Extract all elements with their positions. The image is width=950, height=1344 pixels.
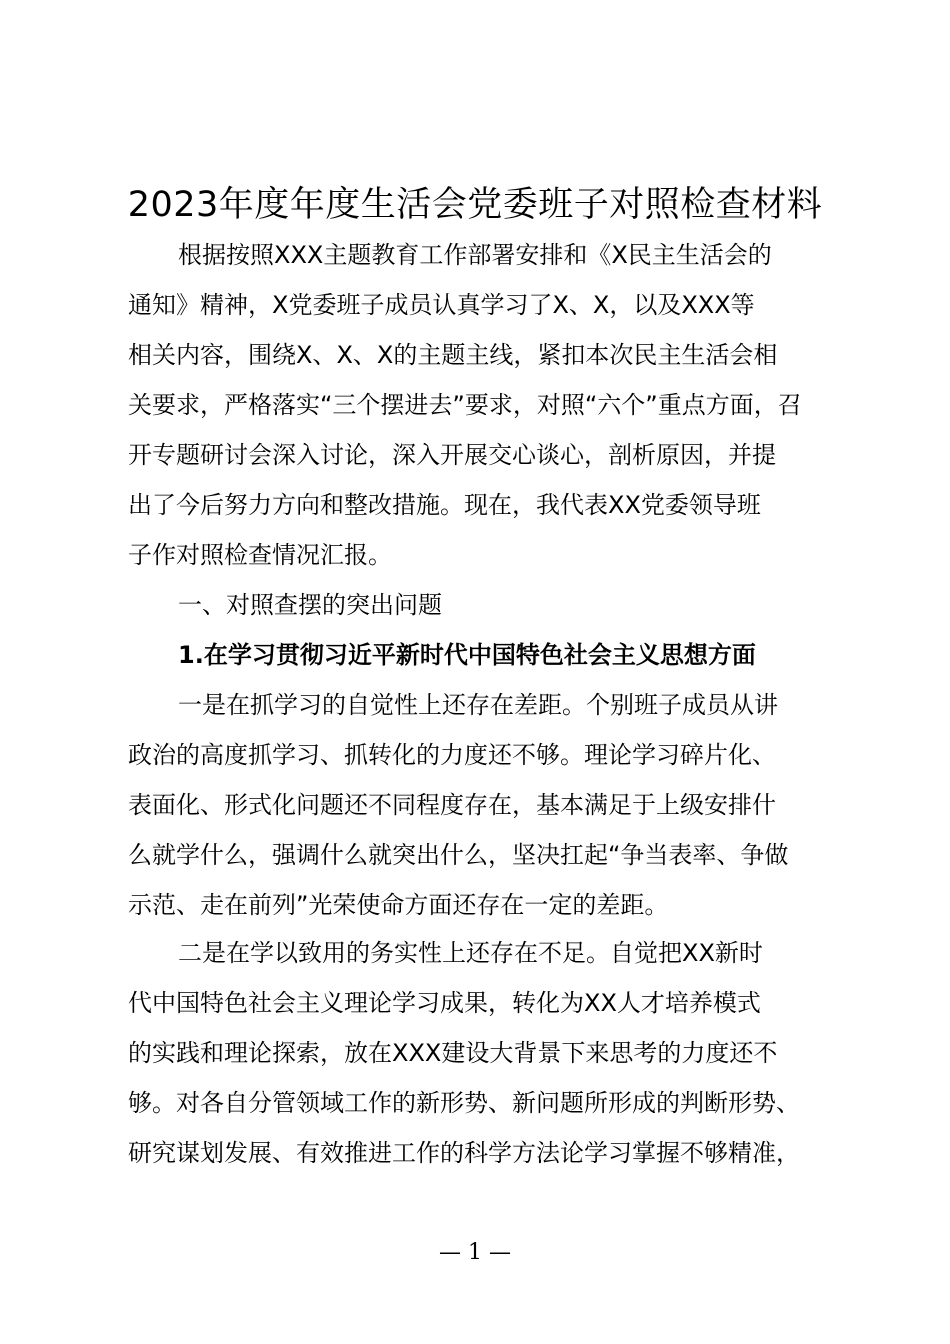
paragraph-line: 的实践和理论探索，放在XXX建设大背景下来思考的力度还不 <box>128 1039 778 1067</box>
paragraph-one <box>128 680 838 930</box>
paragraph-line: 关要求，严格落实“三个摆进去”要求，对照“六个”重点方面，召 <box>128 391 802 419</box>
subsection-heading: 1.在学习贯彻习近平新时代中国特色社会主义思想方面 <box>178 641 756 669</box>
paragraph-two <box>128 928 838 1178</box>
paragraph-line: 通知》精神，X党委班子成员认真学习了X、X，以及XXX等 <box>128 291 755 319</box>
paragraph-line: 根据按照XXX主题教育工作部署安排和《X民主生活会的 <box>178 241 772 269</box>
page-number: — 1 — <box>439 1240 511 1265</box>
paragraph-line: 够。对各自分管领域工作的新形势、新问题所形成的判断形势、 <box>128 1089 800 1117</box>
paragraph-line: 研究谋划发展、有效推进工作的科学方法论学习掌握不够精准， <box>128 1139 800 1167</box>
intro-paragraph <box>128 230 838 580</box>
paragraph-line: 出了今后努力方向和整改措施。现在，我代表XX党委领导班 <box>128 491 761 519</box>
paragraph-line: 政治的高度抓学习、抓转化的力度还不够。理论学习碎片化、 <box>128 741 776 769</box>
section-heading: 一、对照查摆的突出问题 <box>178 591 442 619</box>
paragraph-line: 表面化、形式化问题还不同程度存在，基本满足于上级安排什 <box>128 791 776 819</box>
paragraph-line: 开专题研讨会深入讨论，深入开展交心谈心，剖析原因，并提 <box>128 441 776 469</box>
paragraph-line: 示范、走在前列”光荣使命方面还存在一定的差距。 <box>128 891 669 919</box>
section-heading-block <box>128 580 838 680</box>
paragraph-line: 子作对照检查情况汇报。 <box>128 541 392 569</box>
paragraph-line: 一是在抓学习的自觉性上还存在差距。个别班子成员从讲 <box>178 691 778 719</box>
paragraph-line: 相关内容，围绕X、X、X的主题主线，紧扣本次民主生活会相 <box>128 341 778 369</box>
paragraph-line: 代中国特色社会主义理论学习成果，转化为XX人才培养模式 <box>128 989 761 1017</box>
paragraph-line: 二是在学以致用的务实性上还存在不足。自觉把XX新时 <box>178 939 763 967</box>
paragraph-line: 么就学什么，强调什么就突出什么，坚决扛起“争当表率、争做 <box>128 841 789 869</box>
document-title: 2023年度年度生活会党委班子对照检查材料 <box>127 185 823 225</box>
